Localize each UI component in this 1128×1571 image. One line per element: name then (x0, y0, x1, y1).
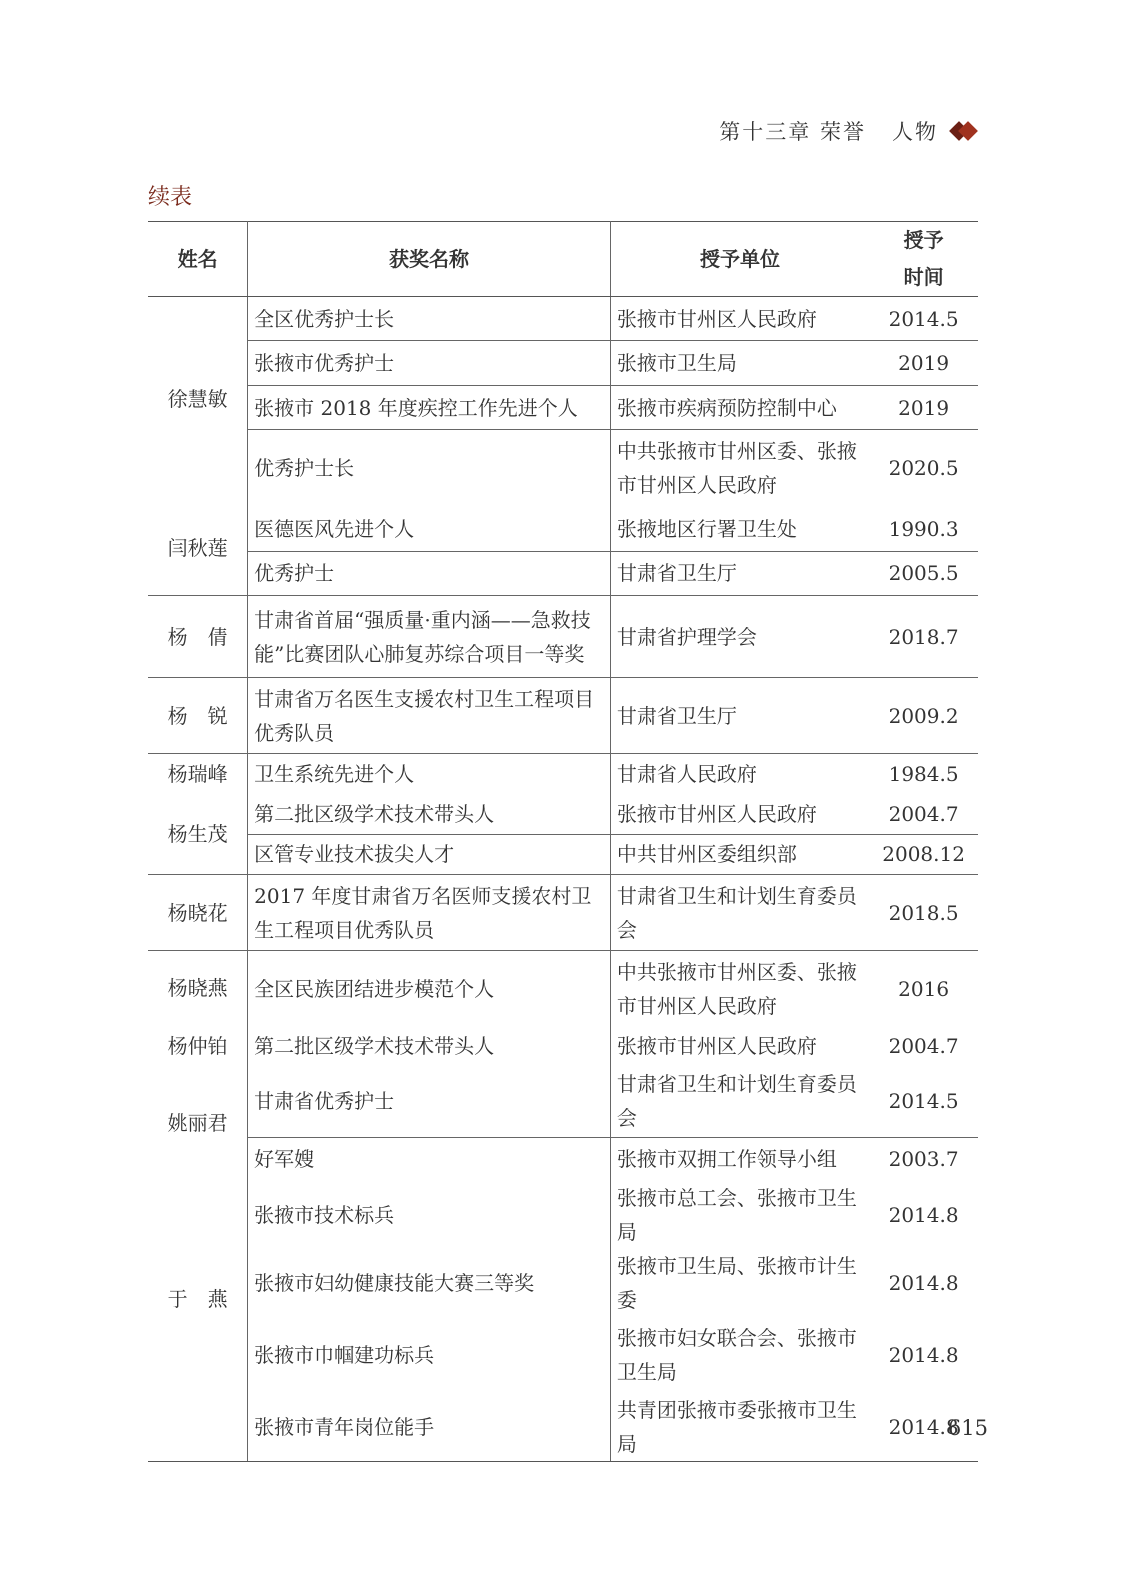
year-cell: 1984.5 (869, 754, 978, 794)
award-cell: 优秀护士长 (248, 430, 611, 507)
unit-cell: 张掖市甘州区人民政府 (616, 1033, 817, 1058)
name-cell (148, 297, 248, 596)
award-cell: 甘肃省首届“强质量·重内涵——急救技能”比赛团队心肺复苏综合项目一等奖 (248, 596, 611, 678)
year-cell: 2009.2 (869, 678, 978, 754)
unit-cell: 共青团张掖市委张掖市卫生局 (610, 1393, 869, 1462)
table-row (148, 1137, 978, 1181)
year-cell: 2020.5 (869, 430, 978, 507)
table-row (148, 794, 978, 834)
person-name: 姚丽君 (167, 1111, 228, 1135)
name-cell (148, 754, 248, 875)
year-cell: 2019 (869, 341, 978, 385)
unit-cell: 中共张掖市甘州区委、张掖市甘州区人民政府 (610, 430, 869, 507)
table-row (148, 430, 978, 507)
name-cell: 杨晓花 (148, 875, 248, 951)
award-cell: 张掖市优秀护士 (248, 341, 611, 385)
unit-cell: 甘肃省卫生厅 (610, 678, 869, 754)
award-cell: 张掖市巾帼建功标兵 (248, 1317, 611, 1393)
col-name-header: 姓名 (148, 222, 248, 297)
award-cell: 卫生系统先进个人 (248, 754, 611, 794)
year-cell: 2014.5 (888, 306, 959, 331)
year-cell: 2005.5 (869, 551, 978, 595)
award-cell: 全区民族团结进步模范个人 (248, 951, 611, 1027)
name-cell: 于 燕 (148, 1137, 248, 1462)
award-cell: 第二批区级学术技术带头人 (248, 794, 611, 834)
year-cell: 2014.8 (888, 1343, 959, 1367)
running-header (719, 116, 978, 146)
person-name: 徐慧敏 (167, 387, 228, 411)
unit-cell: 张掖市卫生局、张掖市计生委 (616, 1254, 857, 1312)
table-row (148, 1027, 978, 1065)
diamond-ornament-icon (952, 120, 978, 142)
unit-cell: 中共张掖市甘州区委、张掖市甘州区人民政府 (610, 951, 869, 1027)
award-cell: 张掖市妇幼健康技能大赛三等奖 (248, 1249, 611, 1317)
col-time-header: 授予 时间 (869, 222, 978, 297)
person-name: 杨仲铂 (167, 1034, 228, 1058)
table-row (148, 1065, 978, 1137)
unit-cell: 张掖市疾病预防控制中心 (610, 385, 869, 429)
table-row (148, 1249, 978, 1317)
table-row (148, 341, 978, 385)
year-cell: 2018.7 (869, 596, 978, 678)
unit-cell: 甘肃省卫生和计划生育委员会 (616, 1071, 857, 1130)
unit-cell: 张掖市双拥工作领导小组 (610, 1137, 869, 1181)
award-cell: 好军嫂 (248, 1137, 611, 1181)
award-cell: 甘肃省优秀护士 (248, 1065, 611, 1137)
unit-cell: 张掖市总工会、张掖市卫生局 (616, 1186, 857, 1244)
year-cell: 2014.5 (888, 1088, 959, 1113)
year-cell: 2014.8 (869, 1393, 978, 1462)
unit-cell: 中共甘州区委组织部 (610, 834, 869, 874)
year-cell: 2019 (869, 385, 978, 429)
year-cell: 2014.8 (888, 1203, 959, 1227)
unit-cell: 甘肃省卫生厅 (610, 551, 869, 595)
col-unit-header: 授予单位 (610, 222, 869, 297)
unit-cell: 张掖市妇女联合会、张掖市卫生局 (616, 1326, 857, 1384)
year-cell: 2018.5 (869, 875, 978, 951)
year-cell: 2008.12 (869, 834, 978, 874)
award-cell: 张掖市 2018 年度疾控工作先进个人 (248, 385, 611, 429)
unit-cell: 甘肃省卫生和计划生育委员会 (610, 875, 869, 951)
person-name: 杨晓燕 (167, 976, 228, 1000)
name-cell: 杨 锐 (148, 678, 248, 754)
table-row (148, 1317, 978, 1393)
unit-cell: 甘肃省护理学会 (610, 596, 869, 678)
name-cell: 杨 倩 (148, 596, 248, 678)
table-row (148, 385, 978, 429)
person-name: 杨瑞峰 (167, 762, 228, 786)
unit-cell: 张掖地区行署卫生处 (616, 516, 797, 541)
year-cell: 2004.7 (888, 1033, 959, 1058)
table-row (148, 551, 978, 595)
table-row (148, 834, 978, 874)
table-header-row (148, 222, 978, 297)
page-number: 615 (947, 1416, 988, 1440)
award-cell: 2017 年度甘肃省万名医师支援农村卫生工程项目优秀队员 (248, 875, 611, 951)
table-row (148, 1181, 978, 1249)
continued-table-label: 续表 (148, 185, 193, 210)
unit-cell: 张掖市甘州区人民政府 (616, 801, 817, 826)
unit-cell: 甘肃省人民政府 (610, 754, 869, 794)
unit-cell: 张掖市甘州区人民政府 (616, 306, 817, 331)
awards-table (148, 221, 978, 1462)
year-cell: 2003.7 (869, 1137, 978, 1181)
table-row (148, 754, 978, 794)
year-cell: 2016 (869, 951, 978, 1027)
table-row (148, 1393, 978, 1462)
year-cell: 1990.3 (888, 516, 959, 541)
award-cell: 全区优秀护士长 (248, 297, 611, 341)
table-row (148, 951, 978, 1027)
award-cell: 区管专业技术拔尖人才 (248, 834, 611, 874)
table-row (148, 297, 978, 341)
award-cell: 第二批区级学术技术带头人 (248, 1027, 611, 1065)
person-name: 杨生茂 (167, 822, 228, 846)
col-award-header: 获奖名称 (248, 222, 611, 297)
name-cell (148, 951, 248, 1138)
unit-cell: 张掖市卫生局 (610, 341, 869, 385)
award-cell: 医德医风先进个人 (248, 507, 611, 551)
person-name: 闫秋莲 (167, 536, 228, 560)
award-cell: 甘肃省万名医生支援农村卫生工程项目优秀队员 (248, 678, 611, 754)
table-row (148, 875, 978, 951)
table-row (148, 678, 978, 754)
award-cell: 张掖市技术标兵 (248, 1181, 611, 1249)
year-cell: 2004.7 (888, 801, 959, 826)
table-row (148, 507, 978, 551)
chapter-title: 第十三章 荣誉 人物 (719, 120, 938, 144)
table-row (148, 596, 978, 678)
award-cell: 优秀护士 (248, 551, 611, 595)
award-cell: 张掖市青年岗位能手 (248, 1393, 611, 1462)
year-cell: 2014.8 (888, 1271, 959, 1295)
